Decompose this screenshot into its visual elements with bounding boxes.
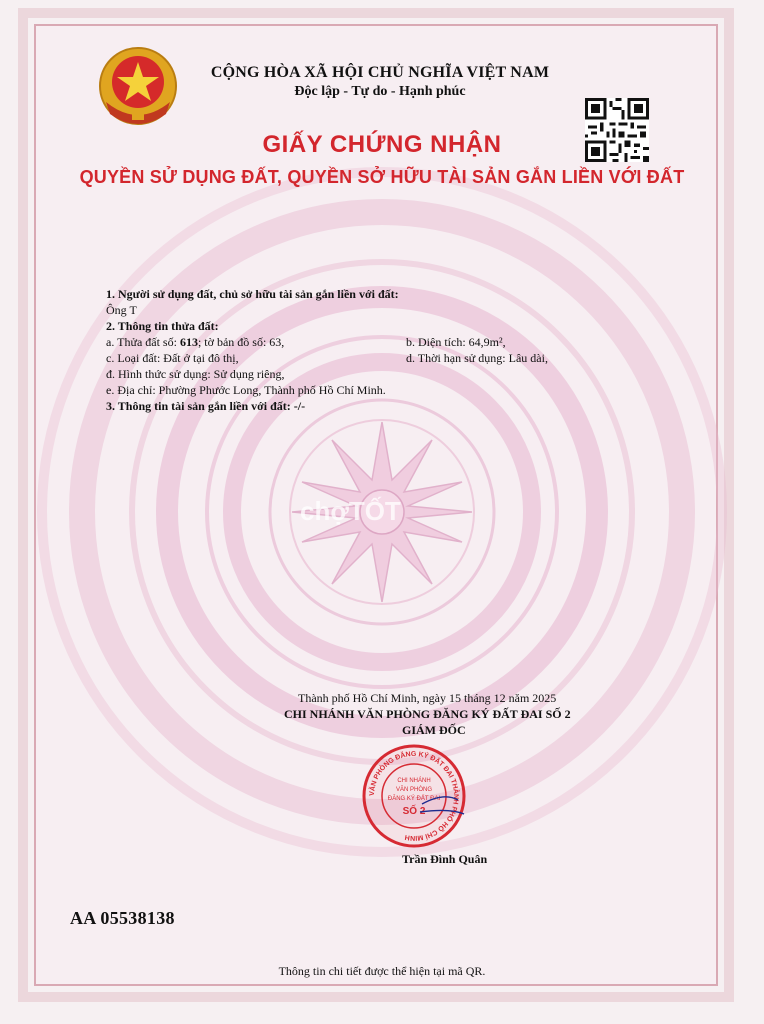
signer-position: GIÁM ĐỐC (402, 723, 466, 737)
seal-center-line2: VĂN PHÒNG (395, 787, 433, 793)
watermark-text: chợTỐT (300, 496, 401, 526)
usage-term: d. Thời hạn sử dụng: Lâu dài, (406, 351, 548, 365)
signature-block (268, 690, 648, 738)
issuing-agency: CHI NHÁNH VĂN PHÒNG ĐĂNG KÝ ĐẤT ĐAI SỐ 2 (284, 707, 571, 721)
seal-center-line3: ĐĂNG KÝ ĐẤT ĐAI (387, 796, 441, 802)
national-header (190, 64, 570, 100)
seal-center-line1: CHI NHÁNH (397, 778, 431, 784)
certificate-title: GIẤY CHỨNG NHẬN (262, 131, 502, 158)
section3-heading: 3. Thông tin tài sản gắn liền với đất: -/- (106, 399, 306, 413)
land-address: e. Địa chỉ: Phường Phước Long, Thành phố Hồ Chí Minh. (106, 383, 386, 397)
national-name: CỘNG HÒA XÃ HỘI CHỦ NGHĨA VIỆT NAM (210, 64, 550, 81)
map-sheet: ; tờ bản đồ số: 63, (197, 335, 285, 349)
usage-form: đ. Hình thức sử dụng: Sử dụng riêng, (106, 367, 285, 381)
land-area: b. Diện tích: 64,9m², (406, 335, 506, 349)
qr-note: Thông tin chi tiết được thể hiện tại mã QR. (278, 964, 486, 978)
section2-heading: 2. Thông tin thửa đất: (106, 319, 219, 333)
seal-number: SỐ 2 (402, 806, 426, 817)
serial-number: AA 05538138 (70, 908, 175, 928)
parcel-prefix: a. Thửa đất số: (106, 335, 180, 349)
parcel-row (106, 334, 666, 350)
section1-heading: 1. Người sử dụng đất, chủ sở hữu tài sản gắn liền với đất: (106, 287, 399, 301)
land-type-row (106, 350, 666, 366)
signer-name: Trần Đình Quân (402, 852, 488, 866)
national-motto: Độc lập - Tự do - Hạnh phúc (294, 84, 466, 99)
seal-ring-text: VĂN PHÒNG ĐĂNG KÝ ĐẤT ĐAI THÀNH PHỐ HỒ CHÍ MINH (368, 750, 460, 842)
land-type: c. Loại đất: Đất ở tại đô thị, (106, 351, 239, 365)
official-seal-icon (360, 742, 468, 850)
parcel-number: 613 (179, 335, 198, 349)
issue-date: Thành phố Hồ Chí Minh, ngày 15 tháng 12 năm 2025 (298, 691, 557, 705)
owner-name: Ông T (106, 303, 137, 317)
national-emblem-icon (92, 42, 184, 134)
certificate-info (106, 286, 666, 414)
certificate-subtitle: QUYỀN SỬ DỤNG ĐẤT, QUYỀN SỞ HỮU TÀI SẢN GẮN LIỀN VỚI ĐẤT (79, 167, 685, 187)
